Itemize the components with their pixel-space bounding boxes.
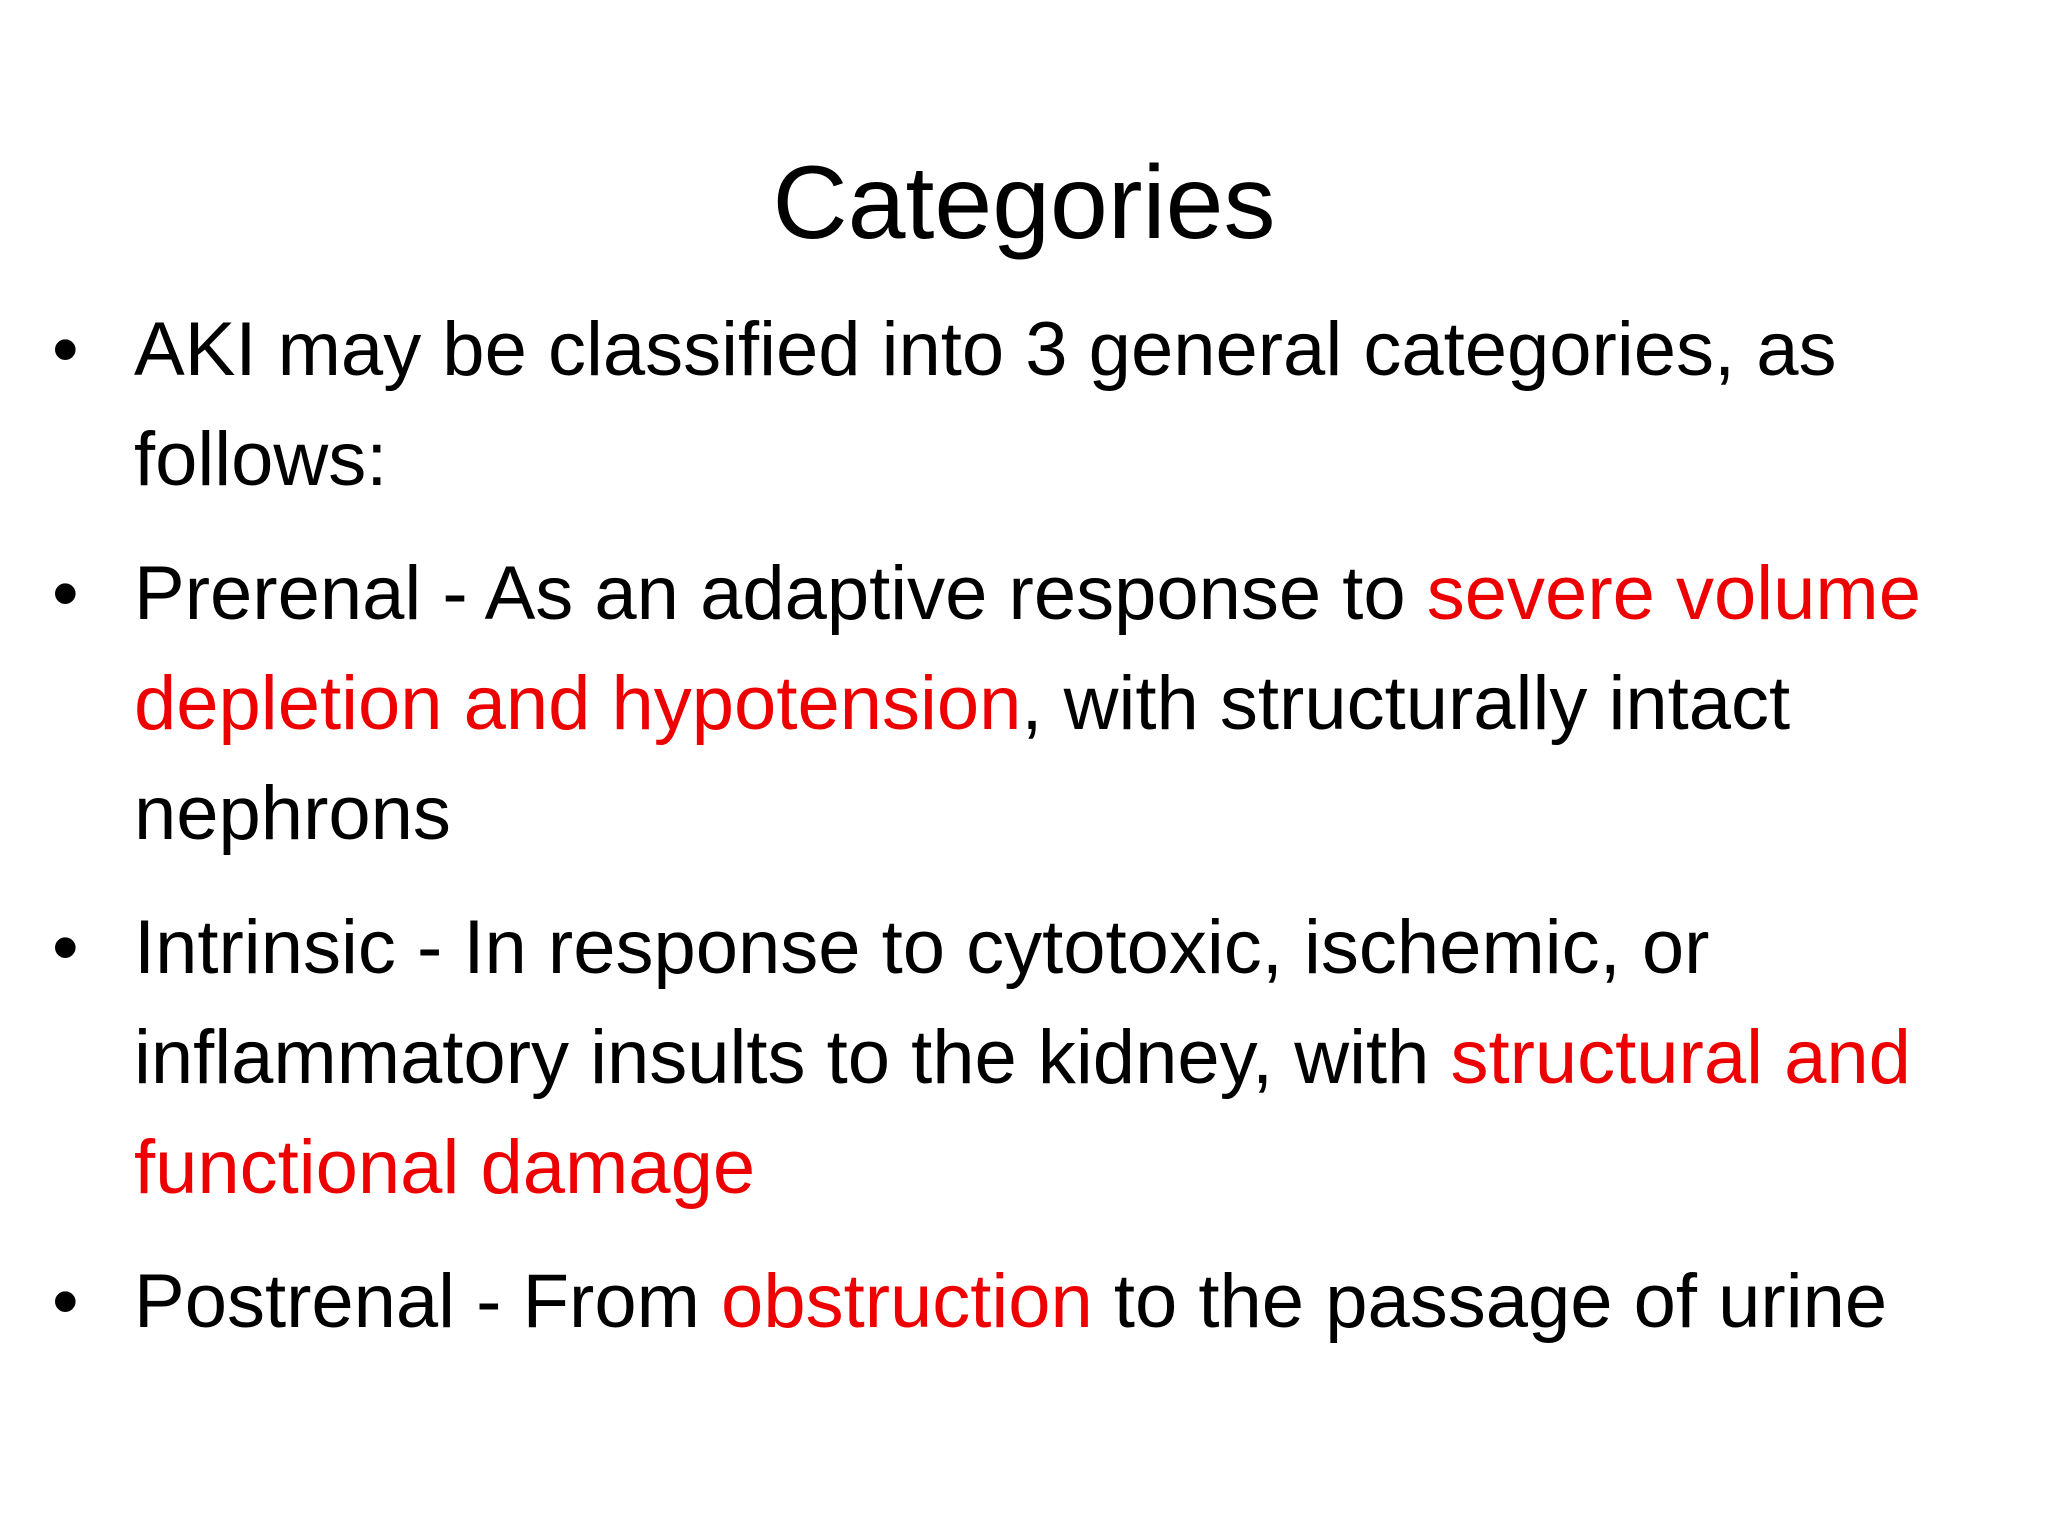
slide-title: Categories [772, 145, 1276, 261]
bullet-emphasis-text: severe volume depletion and hypotension [134, 551, 1922, 746]
bullet-dot-icon: • [52, 551, 79, 636]
bullet-dot-icon: • [52, 307, 79, 392]
bullet-text: Intrinsic - In response to cytotoxic, ischemic, or inflammatory insults to the kidney, with [134, 905, 1710, 1100]
bullet-text: Postrenal - From [134, 1259, 722, 1344]
bullet-text: to the passage of urine [1092, 1259, 1888, 1344]
bullet-dot-icon: • [52, 905, 79, 990]
bullet-item-prerenal [52, 539, 2012, 869]
bullet-text: AKI may be classified into 3 general categories, as follows: [134, 307, 1837, 502]
bullet-text: Prerenal - As an adaptive response to [134, 551, 1427, 636]
bullet-dot-icon: • [52, 1259, 79, 1344]
bullet-item-intrinsic [52, 893, 2012, 1223]
bullet-item-aki-categories [52, 295, 2012, 515]
bullet-emphasis-text: obstruction [721, 1259, 1093, 1344]
bullet-item-postrenal [52, 1247, 2012, 1357]
bullet-list [52, 295, 2012, 1381]
bullet-emphasis-text: structural and functional damage [134, 1015, 1911, 1210]
bullet-text: , with structurally intact nephrons [134, 661, 1791, 856]
